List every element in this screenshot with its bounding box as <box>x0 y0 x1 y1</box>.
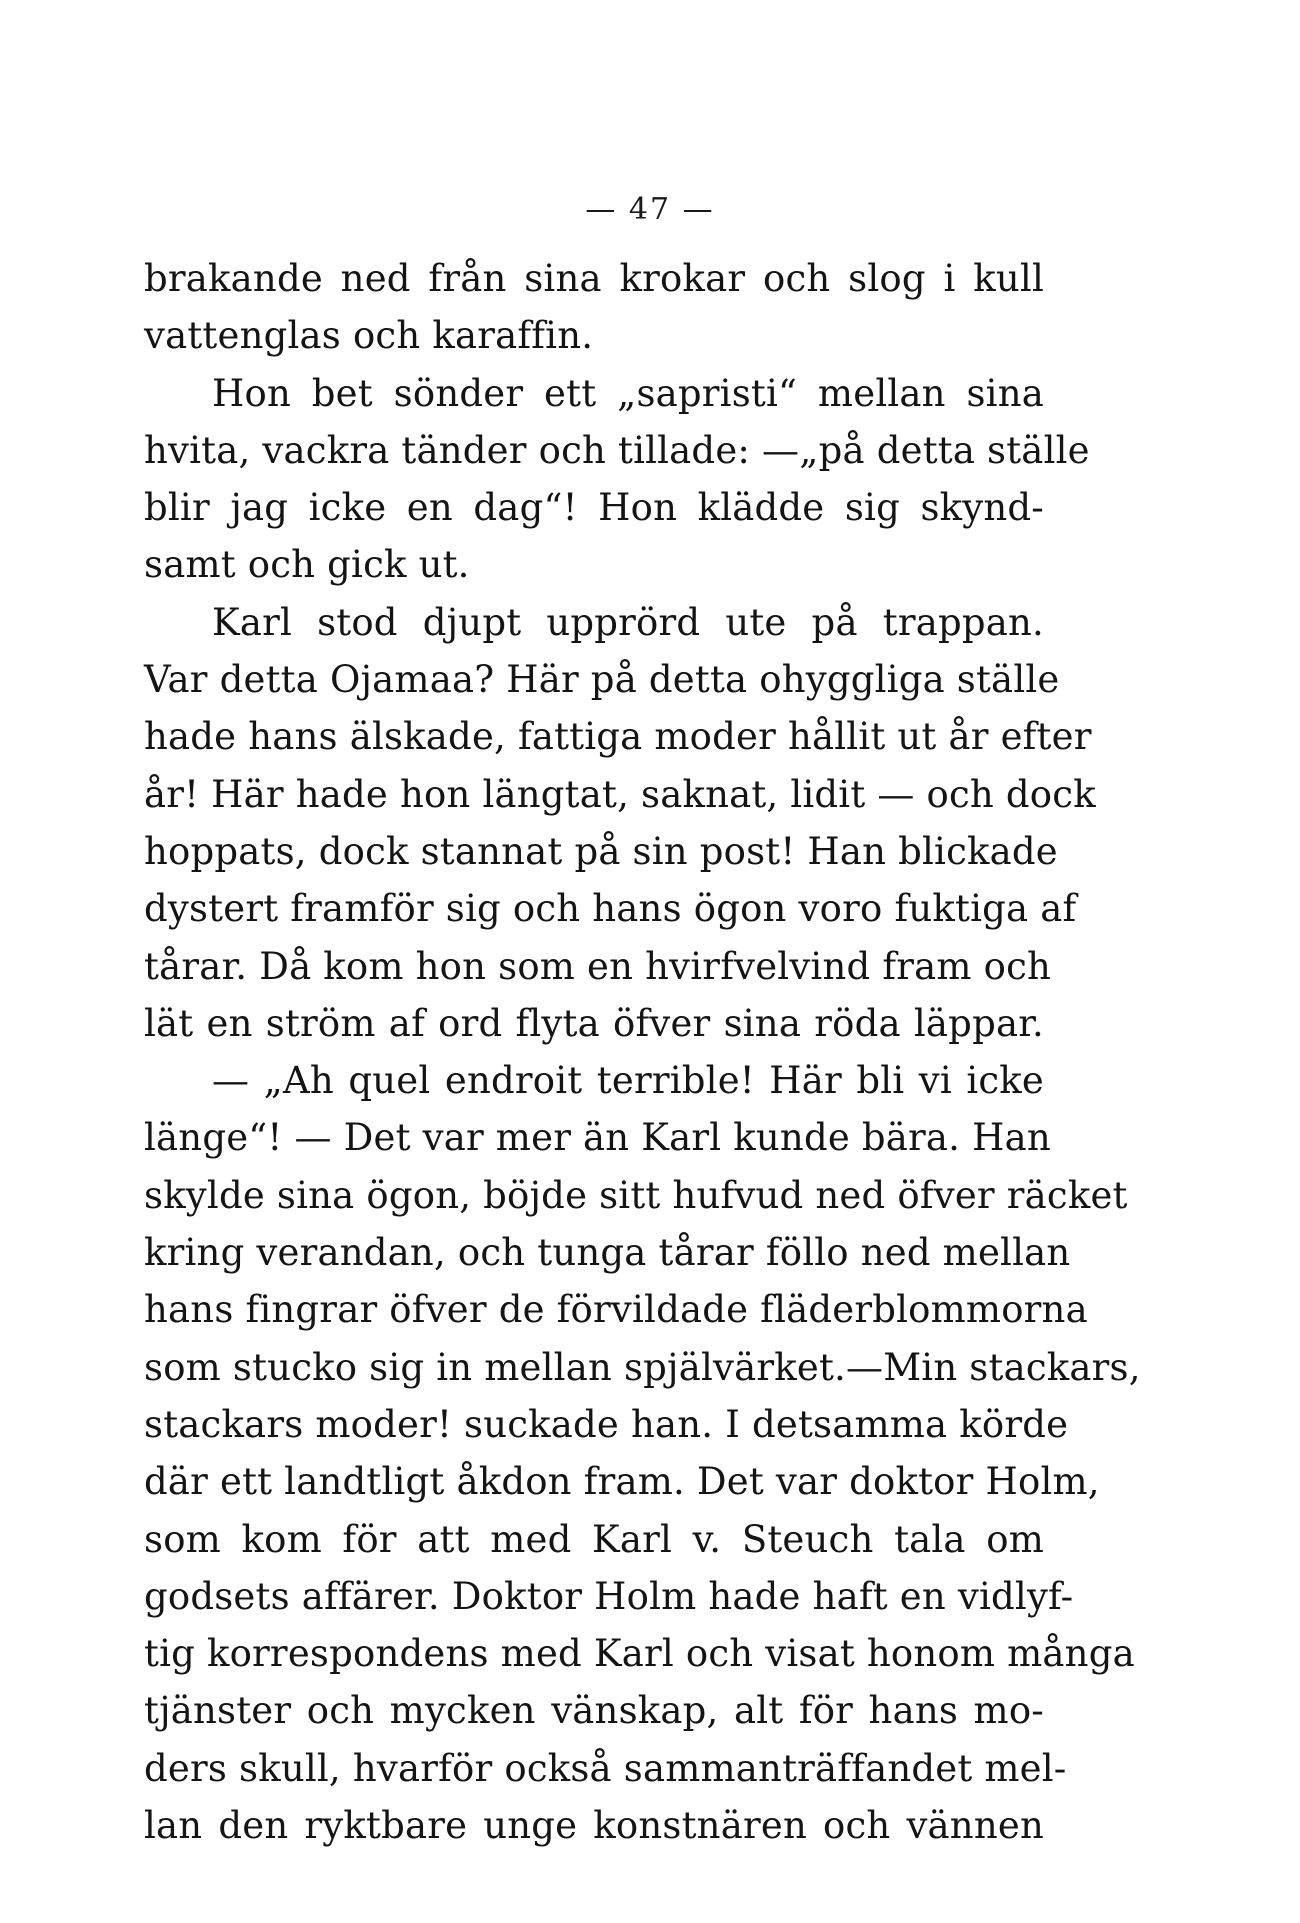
text-line: blir jag icke en dag“! Hon klädde sig skynd- <box>144 486 1044 530</box>
text-line: godsets affärer. Doktor Holm hade haft en vidlyf- <box>144 1574 1074 1618</box>
text-line: år! Här hade hon längtat, saknat, lidit — och dock <box>144 772 1096 816</box>
text-line: vattenglas och karaffin. <box>144 314 594 358</box>
text-line: hvita, vackra tänder och tillade: —„på detta ställe <box>144 428 1090 472</box>
text-line: Hon bet sönder ett „sapristi“ mellan sina <box>212 371 1044 415</box>
text-line: lan den ryktbare unge konstnären och vännen <box>144 1804 1044 1848</box>
text-line: dystert framför sig och hans ögon voro fuktiga af <box>144 887 1077 931</box>
text-line: tårar. Då kom hon som en hvirfvelvind fram och <box>144 944 1052 988</box>
body-text <box>144 250 1141 1854</box>
text-line: samt och gick ut. <box>144 543 470 587</box>
text-line: hans fingrar öfver de förvildade fläderblommorna <box>144 1288 1088 1332</box>
text-line: som kom för att med Karl v. Steuch tala om <box>144 1517 1044 1561</box>
text-line: stackars moder! suckade han. I detsamma körde <box>144 1402 1069 1446</box>
text-line: — „Ah quel endroit terrible! Här bli vi icke <box>212 1059 1044 1103</box>
text-line: lät en ström af ord flyta öfver sina röda läppar. <box>144 1001 1044 1045</box>
text-line: tjänster och mycken vänskap, alt för hans mo- <box>144 1689 1044 1733</box>
text-line: hoppats, dock stannat på sin post! Han blickade <box>144 829 1058 873</box>
text-line: Karl stod djupt upprörd ute på trappan. <box>212 600 1044 644</box>
page-number: — 47 — <box>585 192 715 227</box>
text-line: brakande ned från sina krokar och slog i kull <box>144 257 1044 300</box>
text-line: hade hans älskade, fattiga moder hållit ut år efter <box>144 715 1092 759</box>
text-line: skylde sina ögon, böjde sitt hufvud ned öfver räcket <box>144 1173 1128 1217</box>
text-line: länge“! — Det var mer än Karl kunde bära. Han <box>144 1116 1051 1160</box>
text-line: där ett landtligt åkdon fram. Det var doktor Holm, <box>144 1460 1100 1504</box>
text-line: ders skull, hvarför också sammanträffandet mel- <box>144 1746 1067 1790</box>
text-line: tig korrespondens med Karl och visat honom många <box>144 1632 1135 1676</box>
text-line: som stucko sig in mellan spjälvärket.—Min stackars, <box>144 1345 1141 1389</box>
text-line: kring verandan, och tunga tårar föllo ned mellan <box>144 1231 1071 1275</box>
text-line: Var detta Ojamaa? Här på detta ohyggliga ställe <box>144 658 1060 702</box>
